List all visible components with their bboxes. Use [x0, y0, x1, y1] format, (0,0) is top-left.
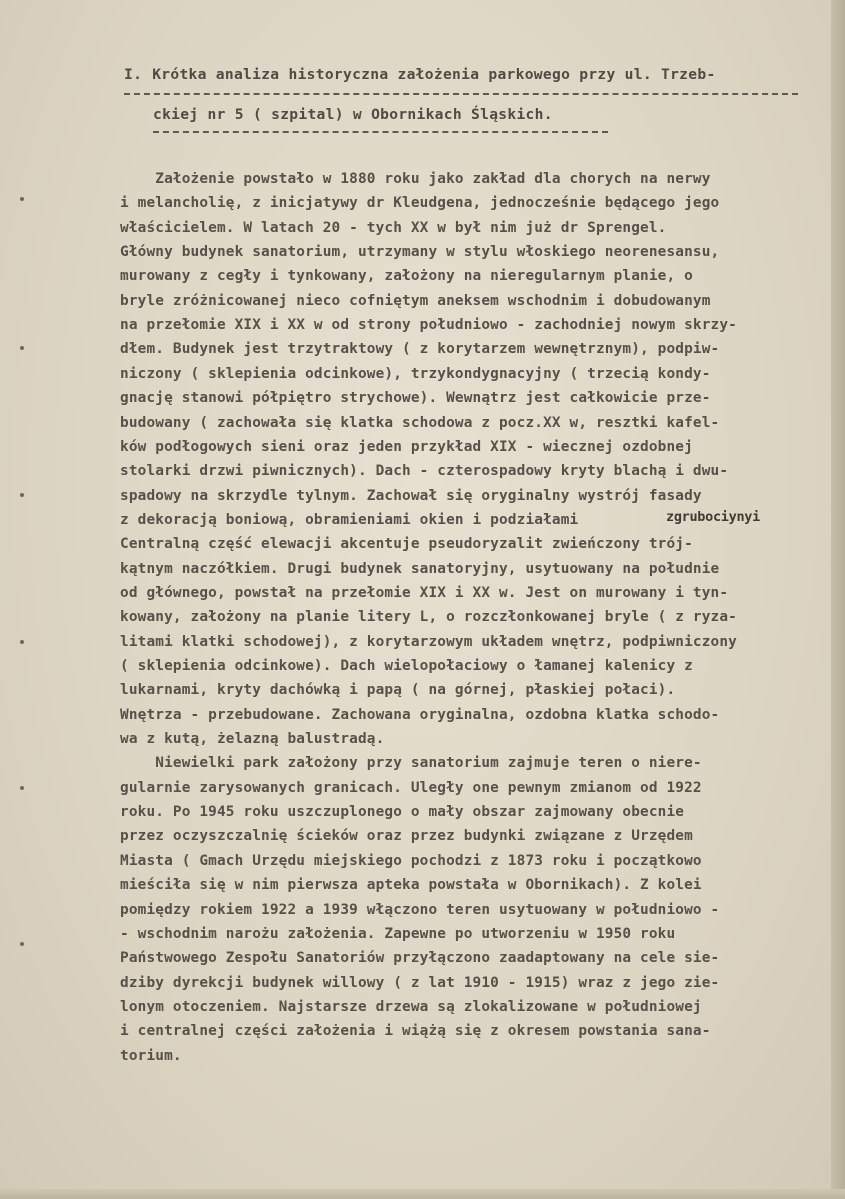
body-line: gularnie zarysowanych granicach. Uległy one pewnym zmianom od 1922 — [120, 779, 702, 796]
overtyped-correction: zgrubociynyi — [666, 509, 760, 525]
body-line: gnację stanowi półpiętro strychowe). Wewnątrz jest całkowicie prze- — [120, 390, 711, 407]
punch-hole-mark — [20, 493, 24, 497]
body-line: Państwowego Zespołu Sanatoriów przyłączono zaadaptowany na cele sie- — [120, 950, 720, 967]
section-number: I. — [124, 66, 143, 83]
body-line: dziby dyrekcji budynek willowy ( z lat 1910 - 1915) wraz z jego zie- — [120, 974, 720, 991]
punch-hole-mark — [20, 942, 24, 946]
body-line: torium. — [120, 1047, 182, 1064]
punch-hole-mark — [20, 640, 24, 644]
body-line: lonym otoczeniem. Najstarsze drzewa są zlokalizowane w południowej — [120, 998, 702, 1015]
section-heading-line-1 — [124, 66, 814, 83]
body-line: i centralnej części założenia i wiążą się z okresem powstania sana- — [120, 1023, 711, 1040]
body-line: na przełomie XIX i XX w od strony południowo - zachodniej nowym skrzy- — [120, 317, 737, 334]
body-line: stolarki drzwi piwnicznych). Dach - czterospadowy kryty blachą i dwu- — [120, 463, 729, 480]
body-line: Miasta ( Gmach Urzędu miejskiego pochodzi z 1873 roku i początkowo — [120, 852, 702, 869]
body-line: niczony ( sklepienia odcinkowe), trzykondygnacyjny ( trzecią kondy- — [120, 365, 711, 382]
body-line: przez oczyszczalnię ścieków oraz przez budynki związane z Urzędem — [120, 828, 693, 845]
body-line: Niewielki park założony przy sanatorium zajmuje teren o niere- — [120, 755, 702, 772]
body-line: od głównego, powstał na przełomie XIX i XX w. Jest on murowany i tyn- — [120, 584, 729, 601]
section-heading-text: Krótka analiza historyczna założenia parkowego przy ul. Trzeb- — [152, 66, 716, 83]
page-bottom-edge — [0, 1189, 845, 1199]
body-line: mieściła się w nim pierwsza apteka powstała w Obornikach). Z kolei — [120, 877, 702, 894]
body-line: - wschodnim narożu założenia. Zapewne po utworzeniu w 1950 roku — [120, 925, 676, 942]
body-line: spadowy na skrzydle tylnym. Zachował się oryginalny wystrój fasady — [120, 487, 702, 504]
body-line: z dekoracją boniową, obramieniami okien i podziałami — [120, 511, 579, 528]
body-line: Wnętrza - przebudowane. Zachowana oryginalna, ozdobna klatka schodo- — [120, 706, 720, 723]
body-line: roku. Po 1945 roku uszczuplonego o mały obszar zajmowany obecnie — [120, 804, 685, 821]
body-line: i melancholię, z inicjatywy dr Kleudgena, jednocześnie będącego jego — [120, 195, 720, 212]
heading-underline-1 — [124, 93, 798, 95]
body-line: bryle zróżnicowanej nieco cofniętym aneksem wschodnim i dobudowanym — [120, 292, 711, 309]
body-line: właścicielem. W latach 20 - tych XX w był nim już dr Sprengel. — [120, 219, 667, 236]
body-line: litami klatki schodowej), z korytarzowym układem wnętrz, podpiwniczony — [120, 633, 737, 650]
page-edge — [831, 0, 845, 1199]
body-line: lukarnami, kryty dachówką i papą ( na górnej, płaskiej połaci). — [120, 682, 676, 699]
punch-hole-mark — [20, 197, 24, 201]
body-line: ków podłogowych sieni oraz jeden przykład XIX - wiecznej ozdobnej — [120, 438, 693, 455]
heading-underline-2 — [153, 131, 608, 133]
body-line: murowany z cegły i tynkowany, założony na nieregularnym planie, o — [120, 268, 693, 285]
body-line: kowany, założony na planie litery L, o rozczłonkowanej bryle ( z ryza- — [120, 609, 737, 626]
section-heading-line-2: ckiej nr 5 ( szpital) w Obornikach Śląskich. — [153, 106, 553, 123]
body-line: dłem. Budynek jest trzytraktowy ( z korytarzem wewnętrznym), podpiw- — [120, 341, 720, 358]
body-line: wa z kutą, żelazną balustradą. — [120, 731, 385, 748]
body-line: Założenie powstało w 1880 roku jako zakład dla chorych na nerwy — [120, 171, 711, 187]
punch-hole-mark — [20, 346, 24, 350]
body-line: budowany ( zachowała się klatka schodowa z pocz.XX w, resztki kafel- — [120, 414, 720, 431]
body-line: kątnym naczółkiem. Drugi budynek sanatoryjny, usytuowany na południe — [120, 560, 720, 577]
punch-hole-mark — [20, 786, 24, 790]
body-line: ( sklepienia odcinkowe). Dach wielopołaciowy o łamanej kalenicy z — [120, 658, 693, 674]
body-line: Główny budynek sanatorium, utrzymany w stylu włoskiego neorenesansu, — [120, 244, 720, 261]
body-line: pomiędzy rokiem 1922 a 1939 włączono teren usytuowany w południowo - — [120, 901, 720, 918]
body-line: Centralną część elewacji akcentuje pseudoryzalit zwieńczony trój- — [120, 536, 693, 553]
